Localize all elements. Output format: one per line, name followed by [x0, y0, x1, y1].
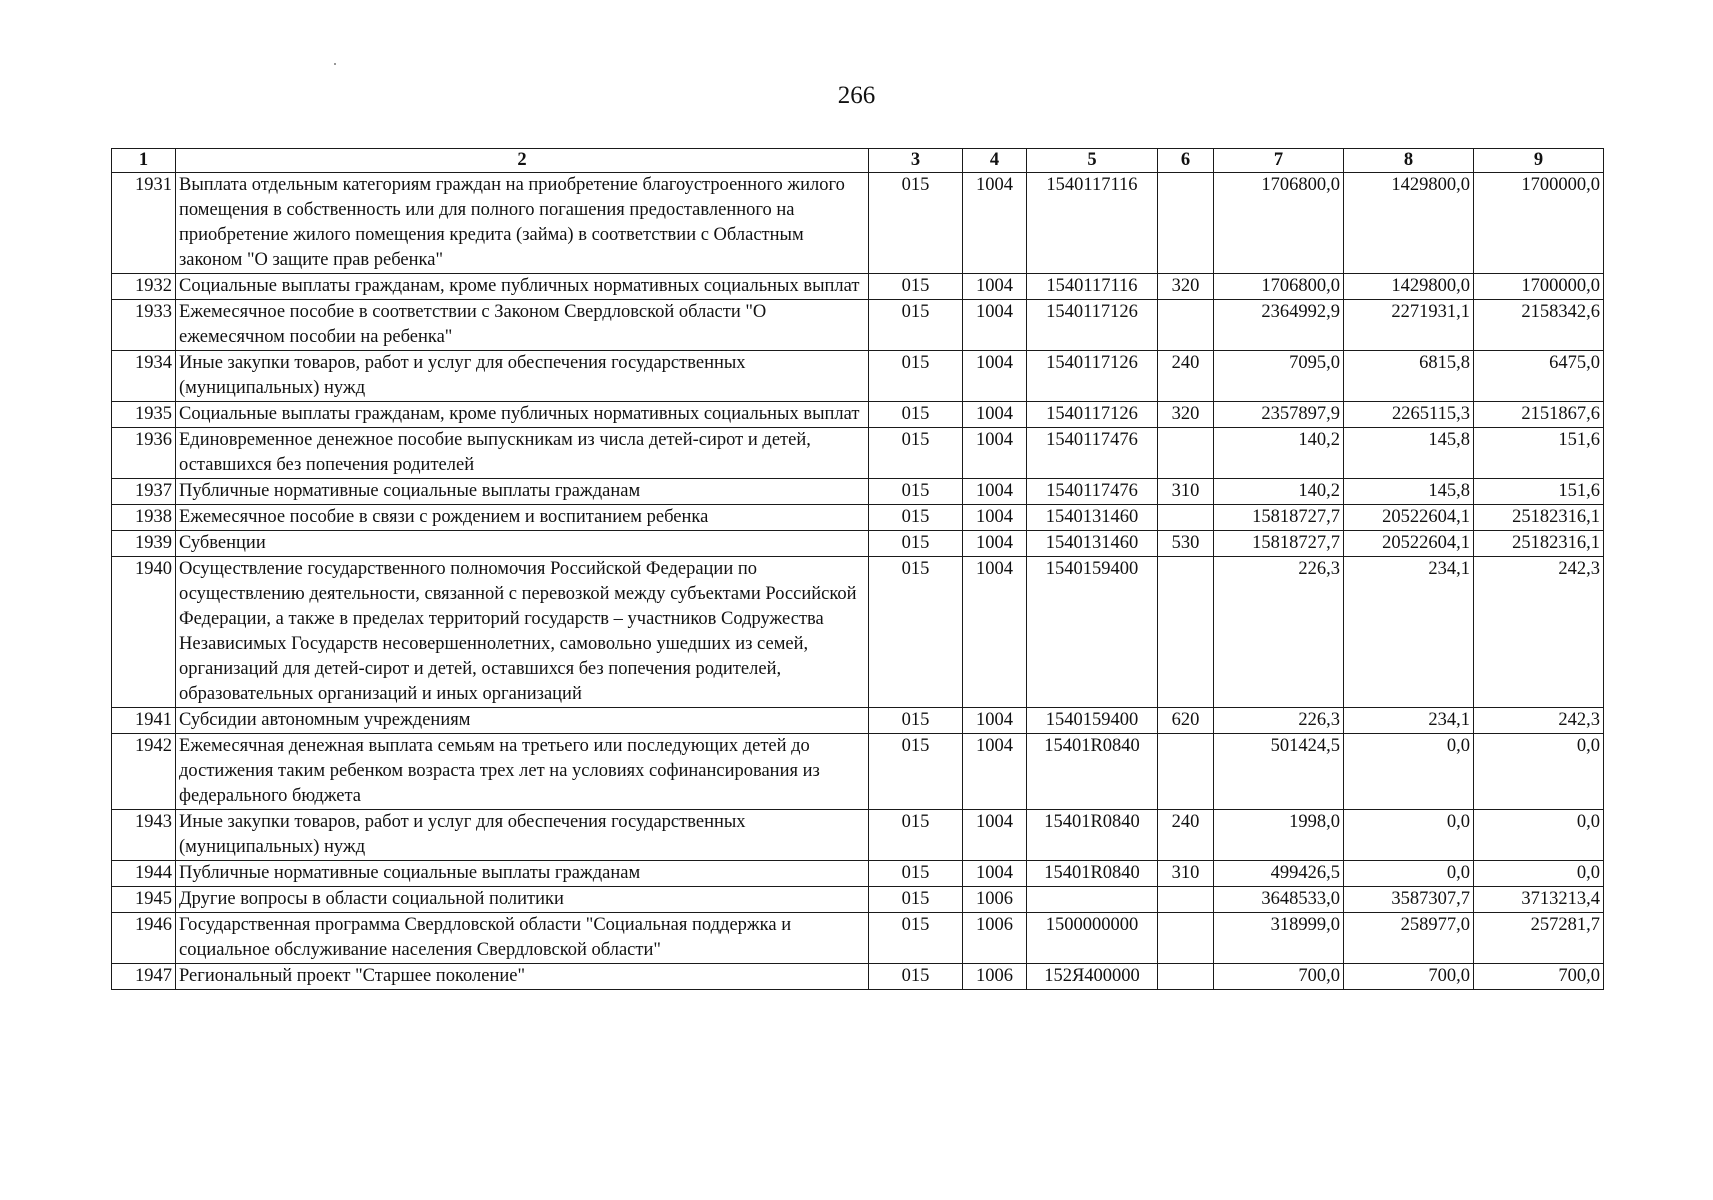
amount-col-8: 258977,0 — [1344, 913, 1474, 964]
amount-col-9: 2158342,6 — [1474, 300, 1604, 351]
row-number: 1942 — [112, 734, 176, 810]
ministry-code: 015 — [869, 557, 963, 708]
section-code: 1004 — [963, 351, 1027, 402]
column-header: 2 — [176, 149, 869, 173]
expense-type-code: 320 — [1158, 274, 1214, 300]
table-row — [112, 734, 1604, 810]
item-name: Ежемесячная денежная выплата семьям на третьего или последующих детей до достижения таким ребенком возраста трех лет на условиях софинансирования из федерального бюджета — [176, 734, 869, 810]
table-row — [112, 708, 1604, 734]
section-code: 1006 — [963, 887, 1027, 913]
section-code: 1004 — [963, 505, 1027, 531]
amount-col-7: 15818727,7 — [1214, 531, 1344, 557]
amount-col-9: 3713213,4 — [1474, 887, 1604, 913]
item-name: Единовременное денежное пособие выпускникам из числа детей-сирот и детей, оставшихся без попечения родителей — [176, 428, 869, 479]
column-header: 1 — [112, 149, 176, 173]
target-article-code: 1540117126 — [1027, 402, 1158, 428]
row-number: 1933 — [112, 300, 176, 351]
item-name: Иные закупки товаров, работ и услуг для обеспечения государственных (муниципальных) нужд — [176, 351, 869, 402]
column-header: 8 — [1344, 149, 1474, 173]
target-article-code: 15401R0840 — [1027, 810, 1158, 861]
item-name: Иные закупки товаров, работ и услуг для обеспечения государственных (муниципальных) нужд — [176, 810, 869, 861]
table-row — [112, 300, 1604, 351]
amount-col-8: 234,1 — [1344, 557, 1474, 708]
item-name: Социальные выплаты гражданам, кроме публичных нормативных социальных выплат — [176, 402, 869, 428]
ministry-code: 015 — [869, 861, 963, 887]
table-row — [112, 402, 1604, 428]
expense-type-code: 320 — [1158, 402, 1214, 428]
row-number: 1944 — [112, 861, 176, 887]
ministry-code: 015 — [869, 810, 963, 861]
section-code: 1004 — [963, 861, 1027, 887]
item-name: Публичные нормативные социальные выплаты гражданам — [176, 861, 869, 887]
ministry-code: 015 — [869, 173, 963, 274]
section-code: 1004 — [963, 479, 1027, 505]
table-row — [112, 428, 1604, 479]
item-name: Выплата отдельным категориям граждан на приобретение благоустроенного жилого помещения в собственность или для полного погашения предоставленного на приобретение жилого помещения кредита (займа) в соответствии с Областным законом "О защите прав ребенка" — [176, 173, 869, 274]
table-row — [112, 173, 1604, 274]
row-number: 1932 — [112, 274, 176, 300]
section-code: 1006 — [963, 913, 1027, 964]
ministry-code: 015 — [869, 734, 963, 810]
row-number: 1934 — [112, 351, 176, 402]
scan-speck — [334, 63, 336, 65]
table-body — [112, 173, 1604, 990]
expense-type-code: 240 — [1158, 810, 1214, 861]
expense-type-code — [1158, 300, 1214, 351]
ministry-code: 015 — [869, 708, 963, 734]
table-row — [112, 479, 1604, 505]
amount-col-7: 501424,5 — [1214, 734, 1344, 810]
amount-col-7: 226,3 — [1214, 708, 1344, 734]
amount-col-8: 1429800,0 — [1344, 274, 1474, 300]
ministry-code: 015 — [869, 402, 963, 428]
row-number: 1946 — [112, 913, 176, 964]
expense-type-code: 530 — [1158, 531, 1214, 557]
expense-type-code — [1158, 913, 1214, 964]
target-article-code: 1540131460 — [1027, 531, 1158, 557]
amount-col-8: 2271931,1 — [1344, 300, 1474, 351]
row-number: 1937 — [112, 479, 176, 505]
table-row — [112, 557, 1604, 708]
expense-type-code — [1158, 505, 1214, 531]
column-header: 4 — [963, 149, 1027, 173]
ministry-code: 015 — [869, 479, 963, 505]
amount-col-9: 1700000,0 — [1474, 274, 1604, 300]
expense-type-code — [1158, 557, 1214, 708]
section-code: 1004 — [963, 274, 1027, 300]
item-name: Другие вопросы в области социальной политики — [176, 887, 869, 913]
row-number: 1936 — [112, 428, 176, 479]
ministry-code: 015 — [869, 964, 963, 990]
ministry-code: 015 — [869, 505, 963, 531]
row-number: 1943 — [112, 810, 176, 861]
table-row — [112, 274, 1604, 300]
target-article-code: 1540131460 — [1027, 505, 1158, 531]
target-article-code: 1540159400 — [1027, 557, 1158, 708]
section-code: 1004 — [963, 173, 1027, 274]
amount-col-7: 2357897,9 — [1214, 402, 1344, 428]
budget-table — [111, 148, 1604, 990]
section-code: 1004 — [963, 810, 1027, 861]
amount-col-7: 1998,0 — [1214, 810, 1344, 861]
section-code: 1004 — [963, 428, 1027, 479]
table-row — [112, 964, 1604, 990]
amount-col-9: 242,3 — [1474, 557, 1604, 708]
column-header: 7 — [1214, 149, 1344, 173]
column-header: 6 — [1158, 149, 1214, 173]
table-row — [112, 887, 1604, 913]
section-code: 1004 — [963, 708, 1027, 734]
amount-col-9: 2151867,6 — [1474, 402, 1604, 428]
table-row — [112, 810, 1604, 861]
section-code: 1004 — [963, 300, 1027, 351]
amount-col-7: 140,2 — [1214, 479, 1344, 505]
row-number: 1947 — [112, 964, 176, 990]
ministry-code: 015 — [869, 531, 963, 557]
header-row — [112, 149, 1604, 173]
amount-col-8: 145,8 — [1344, 428, 1474, 479]
amount-col-9: 700,0 — [1474, 964, 1604, 990]
ministry-code: 015 — [869, 913, 963, 964]
target-article-code: 1540117126 — [1027, 351, 1158, 402]
amount-col-7: 226,3 — [1214, 557, 1344, 708]
column-header: 5 — [1027, 149, 1158, 173]
amount-col-8: 0,0 — [1344, 861, 1474, 887]
amount-col-9: 1700000,0 — [1474, 173, 1604, 274]
table-row — [112, 861, 1604, 887]
amount-col-9: 25182316,1 — [1474, 505, 1604, 531]
item-name: Публичные нормативные социальные выплаты гражданам — [176, 479, 869, 505]
section-code: 1004 — [963, 557, 1027, 708]
table-row — [112, 351, 1604, 402]
amount-col-8: 20522604,1 — [1344, 531, 1474, 557]
expense-type-code — [1158, 173, 1214, 274]
expense-type-code — [1158, 734, 1214, 810]
column-header: 3 — [869, 149, 963, 173]
amount-col-7: 499426,5 — [1214, 861, 1344, 887]
row-number: 1931 — [112, 173, 176, 274]
row-number: 1941 — [112, 708, 176, 734]
amount-col-8: 0,0 — [1344, 734, 1474, 810]
amount-col-7: 3648533,0 — [1214, 887, 1344, 913]
target-article-code: 1500000000 — [1027, 913, 1158, 964]
expense-type-code: 310 — [1158, 479, 1214, 505]
amount-col-8: 234,1 — [1344, 708, 1474, 734]
expense-type-code: 310 — [1158, 861, 1214, 887]
table-row — [112, 531, 1604, 557]
amount-col-8: 6815,8 — [1344, 351, 1474, 402]
amount-col-7: 700,0 — [1214, 964, 1344, 990]
amount-col-8: 0,0 — [1344, 810, 1474, 861]
ministry-code: 015 — [869, 887, 963, 913]
amount-col-7: 1706800,0 — [1214, 274, 1344, 300]
ministry-code: 015 — [869, 351, 963, 402]
expense-type-code: 620 — [1158, 708, 1214, 734]
target-article-code: 1540117476 — [1027, 428, 1158, 479]
item-name: Субсидии автономным учреждениям — [176, 708, 869, 734]
row-number: 1940 — [112, 557, 176, 708]
amount-col-7: 1706800,0 — [1214, 173, 1344, 274]
item-name: Ежемесячное пособие в связи с рождением и воспитанием ребенка — [176, 505, 869, 531]
target-article-code: 152Я400000 — [1027, 964, 1158, 990]
target-article-code: 1540117116 — [1027, 173, 1158, 274]
ministry-code: 015 — [869, 274, 963, 300]
amount-col-9: 151,6 — [1474, 428, 1604, 479]
amount-col-9: 151,6 — [1474, 479, 1604, 505]
target-article-code: 15401R0840 — [1027, 861, 1158, 887]
section-code: 1006 — [963, 964, 1027, 990]
amount-col-9: 0,0 — [1474, 861, 1604, 887]
amount-col-7: 15818727,7 — [1214, 505, 1344, 531]
amount-col-8: 1429800,0 — [1344, 173, 1474, 274]
page-number: 266 — [837, 82, 876, 109]
amount-col-7: 7095,0 — [1214, 351, 1344, 402]
table-row — [112, 913, 1604, 964]
item-name: Социальные выплаты гражданам, кроме публичных нормативных социальных выплат — [176, 274, 869, 300]
expense-type-code — [1158, 964, 1214, 990]
target-article-code: 1540117126 — [1027, 300, 1158, 351]
column-header: 9 — [1474, 149, 1604, 173]
item-name: Осуществление государственного полномочия Российской Федерации по осуществлению деятельности, связанной с перевозкой между субъектами Российской Федерации, а также в пределах территорий государств – участников Содружества Независимых Государств несовершеннолетних, самовольно ушедших из семей, организаций для детей-сирот и детей, оставшихся без попечения родителей, образовательных организаций и иных организаций — [176, 557, 869, 708]
amount-col-8: 3587307,7 — [1344, 887, 1474, 913]
item-name: Субвенции — [176, 531, 869, 557]
amount-col-9: 242,3 — [1474, 708, 1604, 734]
target-article-code: 15401R0840 — [1027, 734, 1158, 810]
amount-col-8: 20522604,1 — [1344, 505, 1474, 531]
expense-type-code — [1158, 428, 1214, 479]
expense-type-code — [1158, 887, 1214, 913]
amount-col-7: 140,2 — [1214, 428, 1344, 479]
amount-col-8: 145,8 — [1344, 479, 1474, 505]
ministry-code: 015 — [869, 428, 963, 479]
section-code: 1004 — [963, 734, 1027, 810]
section-code: 1004 — [963, 531, 1027, 557]
target-article-code: 1540117116 — [1027, 274, 1158, 300]
amount-col-8: 2265115,3 — [1344, 402, 1474, 428]
target-article-code: 1540117476 — [1027, 479, 1158, 505]
item-name: Ежемесячное пособие в соответствии с Законом Свердловской области "О ежемесячном пособии на ребенка" — [176, 300, 869, 351]
amount-col-9: 257281,7 — [1474, 913, 1604, 964]
amount-col-9: 0,0 — [1474, 810, 1604, 861]
amount-col-9: 0,0 — [1474, 734, 1604, 810]
item-name: Государственная программа Свердловской области "Социальная поддержка и социальное обслуживание населения Свердловской области" — [176, 913, 869, 964]
amount-col-9: 25182316,1 — [1474, 531, 1604, 557]
item-name: Региональный проект "Старшее поколение" — [176, 964, 869, 990]
row-number: 1939 — [112, 531, 176, 557]
ministry-code: 015 — [869, 300, 963, 351]
amount-col-9: 6475,0 — [1474, 351, 1604, 402]
row-number: 1945 — [112, 887, 176, 913]
row-number: 1935 — [112, 402, 176, 428]
table-row — [112, 505, 1604, 531]
target-article-code — [1027, 887, 1158, 913]
amount-col-8: 700,0 — [1344, 964, 1474, 990]
target-article-code: 1540159400 — [1027, 708, 1158, 734]
section-code: 1004 — [963, 402, 1027, 428]
expense-type-code: 240 — [1158, 351, 1214, 402]
row-number: 1938 — [112, 505, 176, 531]
amount-col-7: 2364992,9 — [1214, 300, 1344, 351]
amount-col-7: 318999,0 — [1214, 913, 1344, 964]
